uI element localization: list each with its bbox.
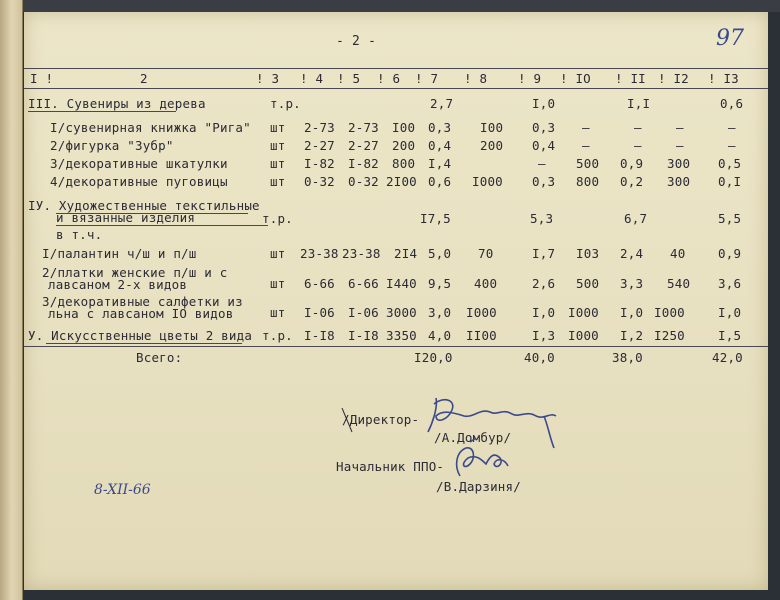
total-c7: I20,0 — [414, 350, 453, 365]
cell-c9: 0,3 — [532, 174, 556, 189]
cell-c7: 0,6 — [428, 174, 452, 189]
cell-c8: 70 — [478, 246, 494, 261]
book-spine — [0, 0, 23, 600]
cell-c6: 3000 — [386, 305, 417, 320]
cell-c11: I,0 — [620, 305, 644, 320]
cell-c10: I000 — [568, 328, 599, 343]
cell-c7: 3,0 — [428, 305, 452, 320]
cell-c13: 3,6 — [718, 276, 742, 291]
cell-c8: I000 — [472, 174, 503, 189]
cell-c7: 0,4 — [428, 138, 452, 153]
cell-c7: 5,0 — [428, 246, 452, 261]
row-name: I/сувенирная книжка "Рига" — [50, 120, 251, 135]
cell-c9: 0,3 — [532, 120, 556, 135]
cell-c5: I-06 — [348, 305, 379, 320]
col-header-8: ! 8 — [464, 71, 488, 86]
cell-c5: 6-66 — [348, 276, 379, 291]
cell-c7: 4,0 — [428, 328, 452, 343]
cell-c7: I7,5 — [420, 211, 451, 226]
cell-c13: 0,9 — [718, 246, 742, 261]
row-unit: шт — [270, 305, 286, 320]
cell-c6: I00 — [392, 120, 416, 135]
col-header-11: ! II — [615, 71, 646, 86]
cell-c4: 2-27 — [304, 138, 335, 153]
cell-c7: 2,7 — [430, 96, 454, 111]
col-header-9: ! 9 — [518, 71, 542, 86]
cell-c9: 5,3 — [530, 211, 554, 226]
cell-c13: 0,5 — [718, 156, 742, 171]
cell-c8: 200 — [480, 138, 504, 153]
row-unit: шт — [270, 156, 286, 171]
cell-c7: 9,5 — [428, 276, 452, 291]
col-header-12: ! I2 — [658, 71, 689, 86]
row-name: 2/фигурка "Зубр" — [50, 138, 174, 153]
cell-c8: I000 — [466, 305, 497, 320]
total-c13: 42,0 — [712, 350, 743, 365]
cell-c11: – — [634, 120, 642, 135]
cell-c10: I000 — [568, 305, 599, 320]
col-header-13: ! I3 — [708, 71, 739, 86]
cell-c4: I-06 — [304, 305, 335, 320]
row-name-line2: льна с лавсаном IO видов — [48, 306, 234, 321]
row-unit: т.р. — [262, 328, 293, 343]
cell-c5: I-I8 — [348, 328, 379, 343]
col-header-5: ! 5 — [337, 71, 361, 86]
cell-c4: 2-73 — [304, 120, 335, 135]
row-unit: шт — [270, 246, 286, 261]
total-c11: 38,0 — [612, 350, 643, 365]
cell-c9: I,7 — [532, 246, 556, 261]
cell-c7: 0,3 — [428, 120, 452, 135]
row-name: 4/декоративные пуговицы — [50, 174, 228, 189]
cell-c12: – — [676, 138, 684, 153]
cell-c8: II00 — [466, 328, 497, 343]
cell-c11: – — [634, 138, 642, 153]
row-unit: шт — [270, 276, 286, 291]
cell-c9: 0,4 — [532, 138, 556, 153]
cell-c10: 500 — [576, 276, 600, 291]
col-header-3: ! 3 — [256, 71, 280, 86]
document-page — [24, 12, 768, 590]
cell-c12: 540 — [667, 276, 691, 291]
row-unit: шт — [270, 120, 286, 135]
row-name-line2: лавсаном 2-х видов — [48, 277, 188, 292]
cell-c10: 500 — [576, 156, 600, 171]
cell-c10: – — [582, 138, 590, 153]
row-name-line1: IУ. Художественные текстильные — [28, 198, 260, 213]
row-name: I/палантин ч/ш и п/ш — [42, 246, 197, 261]
total-label: Всего: — [136, 350, 183, 365]
cell-c12: I250 — [654, 328, 685, 343]
row-unit: шт — [270, 138, 286, 153]
cell-c9: 2,6 — [532, 276, 556, 291]
col-header-1: I ! — [30, 71, 54, 86]
cell-c10: – — [582, 120, 590, 135]
binding-edge — [0, 0, 780, 12]
cell-c11: 0,9 — [620, 156, 644, 171]
page-number: - 2 - — [336, 34, 377, 49]
cell-c11: 6,7 — [624, 211, 648, 226]
cell-c11: 3,3 — [620, 276, 644, 291]
cell-c11: I,I — [627, 96, 651, 111]
cell-c10: I03 — [576, 246, 600, 261]
date-note: 8-XII-66 — [94, 482, 151, 498]
cell-c9: I,0 — [532, 96, 556, 111]
cell-c4: I-I8 — [304, 328, 335, 343]
row-name: III. Сувениры из дерева — [28, 96, 206, 111]
cell-c13: I,0 — [718, 305, 742, 320]
cell-c9: I,3 — [532, 328, 556, 343]
cell-c5: 0-32 — [348, 174, 379, 189]
ppo-name: /В.Дарзиня/ — [436, 479, 521, 494]
cell-c6: 2I4 — [394, 246, 418, 261]
col-header-6: ! 6 — [377, 71, 401, 86]
row-unit: т.р. — [262, 211, 293, 226]
cell-c12: 300 — [667, 156, 691, 171]
director-label: /Директор- — [342, 412, 420, 427]
cell-c6: 800 — [392, 156, 416, 171]
cell-c4: I-82 — [304, 156, 335, 171]
cell-c12: 40 — [670, 246, 686, 261]
cell-c11: I,2 — [620, 328, 644, 343]
cell-c7: I,4 — [428, 156, 452, 171]
row-name-line1: 3/декоративные салфетки из — [42, 294, 243, 309]
cell-c13: I,5 — [718, 328, 742, 343]
cell-c12: I000 — [654, 305, 685, 320]
col-header-7: ! 7 — [415, 71, 439, 86]
cell-c10: 800 — [576, 174, 600, 189]
col-header-10: ! IO — [560, 71, 591, 86]
col-header-4: ! 4 — [300, 71, 324, 86]
cell-c5: 23-38 — [342, 246, 381, 261]
cell-c11: 2,4 — [620, 246, 644, 261]
cell-c4: 0-32 — [304, 174, 335, 189]
row-unit: т.р. — [270, 96, 301, 111]
cell-c5: I-82 — [348, 156, 379, 171]
cell-c11: 0,2 — [620, 174, 644, 189]
row-name: У. Искусственные цветы 2 вида — [28, 328, 253, 343]
col-header-2: 2 — [140, 71, 148, 86]
row-name: в т.ч. — [56, 227, 103, 242]
cell-c13: 5,5 — [718, 211, 742, 226]
ppo-signature — [24, 12, 768, 590]
cell-c6: I440 — [386, 276, 417, 291]
cell-c6: 3350 — [386, 328, 417, 343]
cell-c4: 23-38 — [300, 246, 339, 261]
cell-c5: 2-73 — [348, 120, 379, 135]
cell-c8: 400 — [474, 276, 498, 291]
cell-c9: I,0 — [532, 305, 556, 320]
row-name-line2: и вязанные изделия — [56, 210, 196, 225]
row-name: 3/декоративные шкатулки — [50, 156, 228, 171]
cell-c12: 300 — [667, 174, 691, 189]
cell-c6: 2I00 — [386, 174, 417, 189]
row-unit: шт — [270, 174, 286, 189]
cell-c6: 200 — [392, 138, 416, 153]
cell-c4: 6-66 — [304, 276, 335, 291]
cell-c13: 0,I — [718, 174, 742, 189]
cell-c13: – — [728, 138, 736, 153]
cell-c13: – — [728, 120, 736, 135]
cell-c9: – — [538, 156, 546, 171]
archive-page-number: 97 — [716, 26, 744, 51]
ppo-label: Начальник ППО- — [336, 459, 445, 474]
cell-c8: I00 — [480, 120, 504, 135]
row-name-line1: 2/платки женские п/ш и с — [42, 265, 228, 280]
cell-c13: 0,6 — [720, 96, 744, 111]
director-name: /А.Домбур/ — [434, 430, 512, 445]
cell-c5: 2-27 — [348, 138, 379, 153]
total-c9: 40,0 — [524, 350, 555, 365]
cell-c12: – — [676, 120, 684, 135]
